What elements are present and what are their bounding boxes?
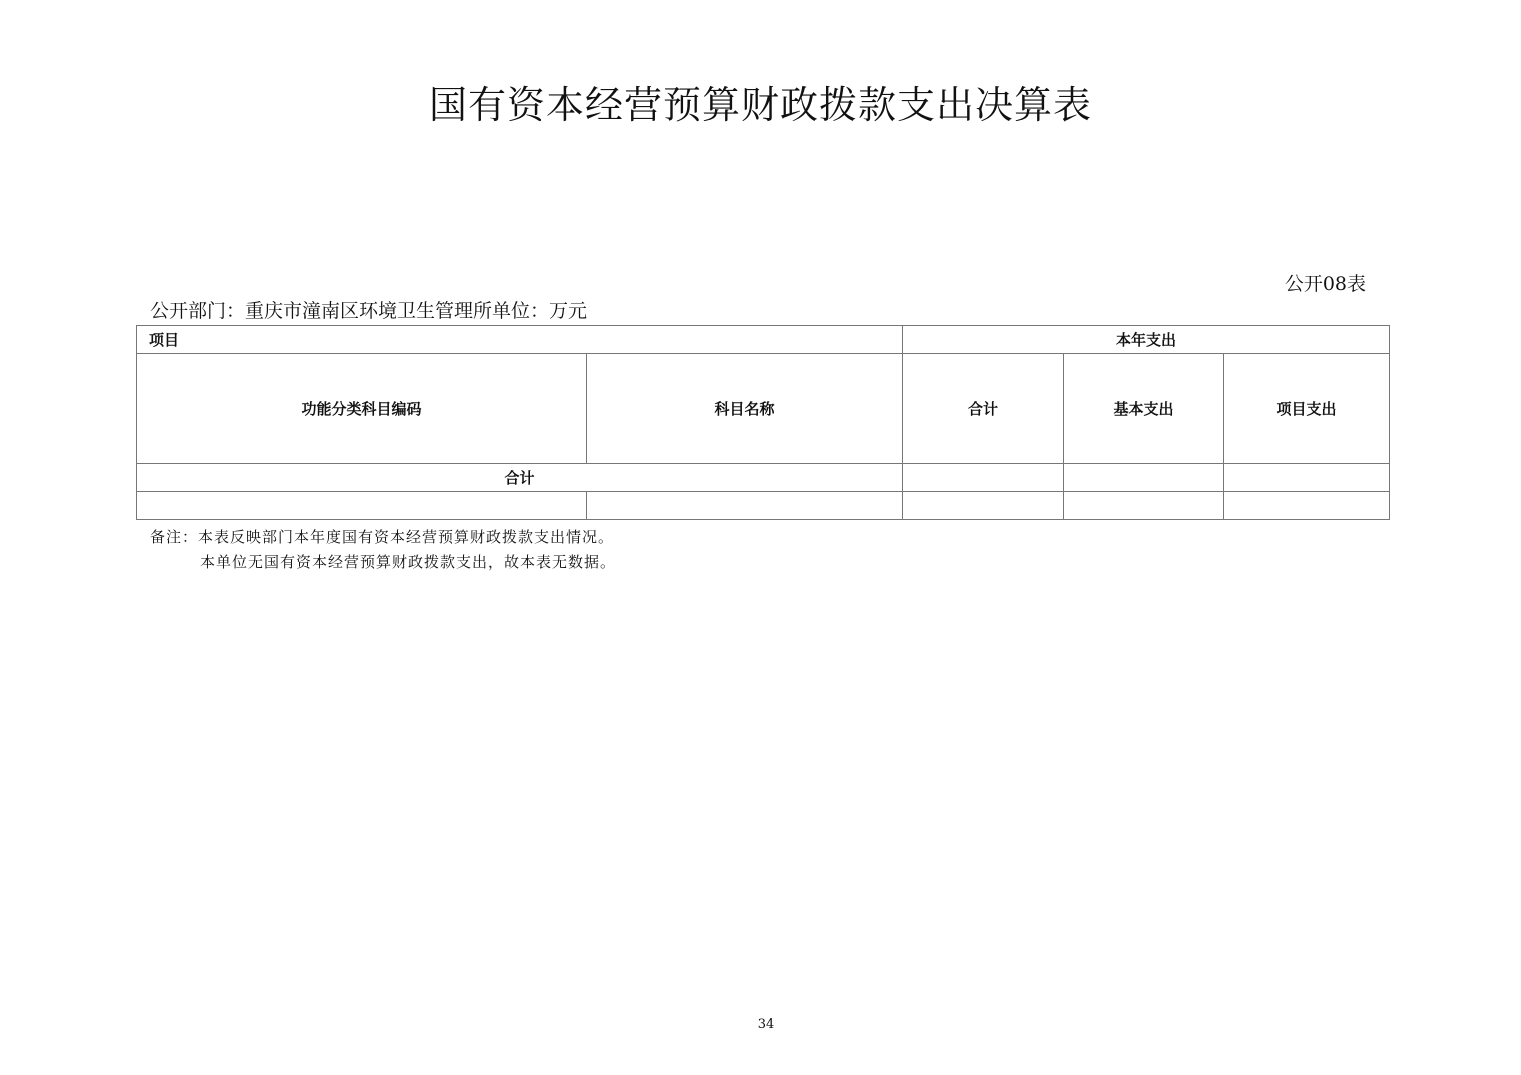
table-cell [137,492,587,520]
table-cell [1224,492,1390,520]
note-line: 本单位无国有资本经营预算财政拨款支出，故本表无数据。 [200,553,617,571]
table-row [137,492,1390,520]
header-row-group [137,326,1390,354]
header-item: 项目 [137,326,903,354]
table-cell [1064,492,1224,520]
column-header-project-expenditure: 项目支出 [1224,354,1390,464]
column-header-total: 合计 [903,354,1064,464]
header-current-year: 本年支出 [903,326,1390,354]
header-row-columns [137,354,1390,464]
total-label: 合计 [137,464,903,492]
table-cell [587,492,903,520]
expenditure-table [136,325,1390,520]
total-cell [903,464,1064,492]
total-cell [1064,464,1224,492]
column-header-function-code: 功能分类科目编码 [137,354,587,464]
table-code: 公开08表 [1284,273,1366,295]
table-cell [903,492,1064,520]
page-number: 34 [757,1017,775,1032]
total-row [137,464,1390,492]
document-title: 国有资本经营预算财政拨款支出决算表 [428,83,1092,127]
notes [150,525,616,575]
column-header-subject-name: 科目名称 [587,354,903,464]
total-cell [1224,464,1390,492]
column-header-basic-expenditure: 基本支出 [1064,354,1224,464]
note-line: 备注：本表反映部门本年度国有资本经营预算财政拨款支出情况。 [150,528,615,546]
department-unit-line: 公开部门：重庆市潼南区环境卫生管理所单位：万元 [150,300,588,322]
